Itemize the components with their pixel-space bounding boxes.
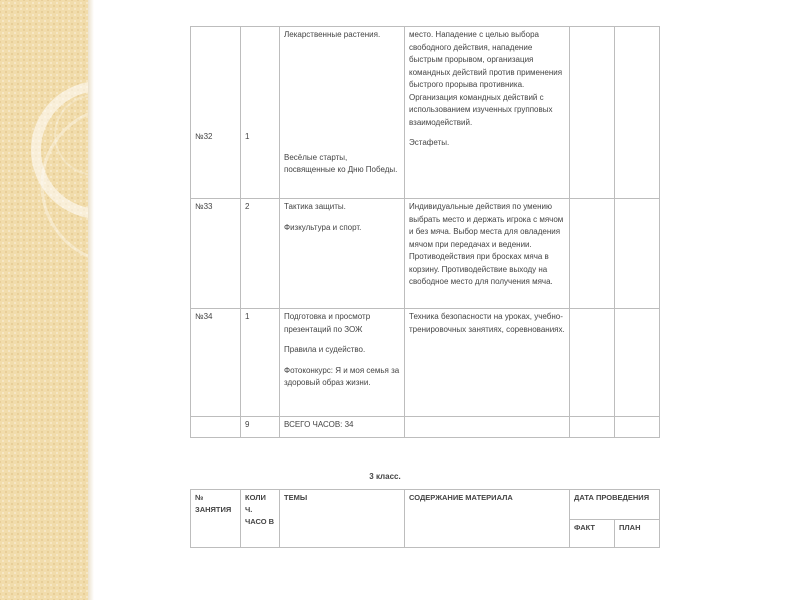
header-row xyxy=(191,490,660,520)
total-hours-label: ВСЕГО ЧАСОВ: 34 xyxy=(280,417,405,438)
class-3-table-header xyxy=(190,489,660,548)
hours-cell xyxy=(241,27,280,199)
lesson-hours: 1 xyxy=(241,309,280,417)
content-text: Техника безопасности на уроках, учебно-тренировочных занятиях, соревнованиях. xyxy=(409,312,565,334)
table-row xyxy=(191,27,660,199)
header-fact: ФАКТ xyxy=(570,520,615,548)
content-text: Эстафеты. xyxy=(409,138,450,147)
topic-text: Правила и судейство. xyxy=(284,345,366,354)
header-date: ДАТА ПРОВЕДЕНИЯ xyxy=(570,490,660,520)
lesson-hours: 9 xyxy=(241,417,280,438)
topics-cell xyxy=(280,27,405,199)
content-text: Индивидуальные действия по умению выбрать место и держать игрока с мячом и без мяча. Выбор места для овладения мячом при передачах и ведении. Противодействия при бросках мяча в корзину. Противодействие выходу на свободное место для получения мяча. xyxy=(409,202,564,286)
lesson-number: №34 xyxy=(191,309,241,417)
topic-text: Тактика защиты. xyxy=(284,202,346,211)
plan-date-cell xyxy=(615,309,660,417)
table-row xyxy=(191,199,660,309)
topic-text: Подготовка и просмотр презентаций по ЗОЖ xyxy=(284,312,371,334)
table-row xyxy=(191,417,660,438)
topic-text: Лекарственные растения. xyxy=(284,30,381,39)
topic-text: Физкультура и спорт. xyxy=(284,222,362,232)
content-cell xyxy=(405,309,570,417)
lesson-number-cell xyxy=(191,27,241,199)
fact-date-cell xyxy=(570,309,615,417)
content-cell xyxy=(405,417,570,438)
topic-text: Фотоконкурс: Я и моя семья за здоровый образ жизни. xyxy=(284,365,400,387)
lesson-plan-table xyxy=(190,26,660,438)
header-lesson-number: № ЗАНЯТИЯ xyxy=(191,490,241,548)
content-cell xyxy=(405,27,570,199)
lesson-hours: 1 xyxy=(245,132,250,141)
header-content: СОДЕРЖАНИЕ МАТЕРИАЛА xyxy=(405,490,570,548)
plan-date-cell xyxy=(615,199,660,309)
class-heading: 3 класс. xyxy=(369,472,401,481)
content-text: место. Нападение с целью выбора свободного действия, нападение быстрым прорывом, организация командных действий против применения быстрого прорыва противника. Организация командных действий с использованием изученных групповых взаимодействий. xyxy=(409,30,563,127)
lesson-number: №32 xyxy=(195,132,213,141)
plan-date-cell xyxy=(615,417,660,438)
header-topics: ТЕМЫ xyxy=(280,490,405,548)
lesson-hours: 2 xyxy=(241,199,280,309)
content-cell xyxy=(405,199,570,309)
header-plan: ПЛАН xyxy=(615,520,660,548)
topics-cell xyxy=(280,199,405,309)
table-row xyxy=(191,309,660,417)
plan-date-cell xyxy=(615,27,660,199)
fact-date-cell xyxy=(570,417,615,438)
lesson-number xyxy=(191,417,241,438)
fact-date-cell xyxy=(570,199,615,309)
lesson-number: №33 xyxy=(191,199,241,309)
topic-text: Весёлые старты, посвященные ко Дню Победы. xyxy=(284,152,398,174)
topics-cell xyxy=(280,309,405,417)
header-hours: КОЛИ Ч. ЧАСО В xyxy=(241,490,280,548)
fact-date-cell xyxy=(570,27,615,199)
